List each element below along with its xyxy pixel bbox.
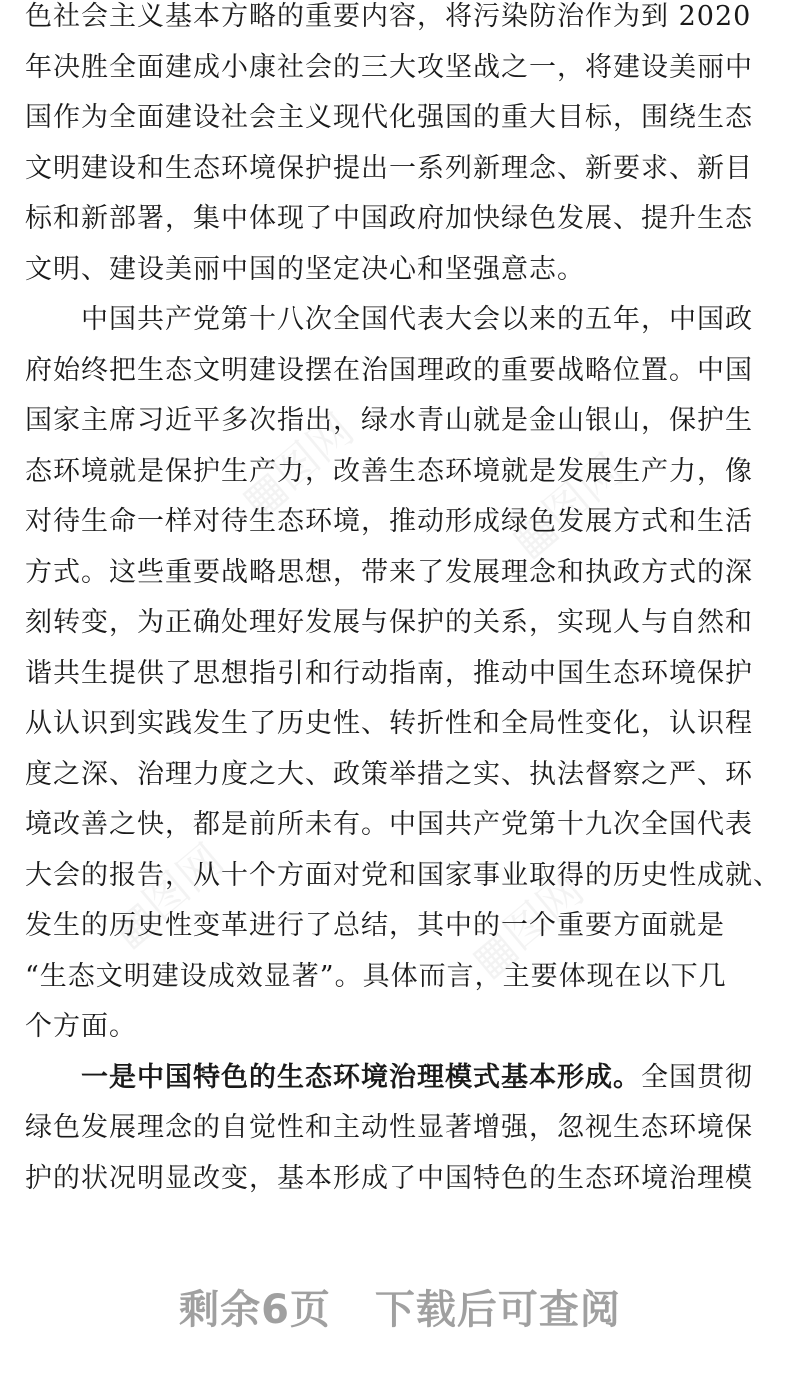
download-prompt[interactable] xyxy=(0,1278,800,1335)
text-line: 度之深、治理力度之大、政策举措之实、执法督察之严、环 xyxy=(25,758,753,790)
text-line: 态环境就是保护生产力，改善生态环境就是发展生产力，像 xyxy=(25,455,753,487)
text-line: 对待生命一样对待生态环境，推动形成绿色发展方式和生活 xyxy=(25,506,753,537)
text-line: 谐共生提供了思想指引和行动指南，推动中国生态环境保护 xyxy=(25,657,753,689)
text-line: 个方面。 xyxy=(25,1011,137,1042)
text-line: 年决胜全面建成小康社会的三大攻坚战之一，将建设美丽中 xyxy=(25,51,753,83)
text-line: 中国共产党第十八次全国代表大会以来的五年，中国政 xyxy=(81,304,753,335)
text-line: 方式。这些重要战略思想，带来了发展理念和执政方式的深 xyxy=(25,556,753,588)
text-line xyxy=(25,1053,785,1104)
text-run: 全国贯彻 xyxy=(641,1061,753,1093)
paragraph-1 xyxy=(25,0,785,295)
text-line: 绿色发展理念的自觉性和主动性显著增强，忽视生态环境保 xyxy=(25,1112,753,1143)
text-line: 大会的报告，从十个方面对党和国家事业取得的历史性成就、 xyxy=(25,859,781,891)
text-line: 府始终把生态文明建设摆在治国理政的重要战略位置。中国 xyxy=(25,354,753,386)
bold-heading: 一是中国特色的生态环境治理模式基本形成。 xyxy=(81,1061,641,1093)
text-line: 色社会主义基本方略的重要内容，将污染防治作为到 2020 xyxy=(25,1,752,32)
paragraph-3 xyxy=(25,1053,785,1205)
document-body xyxy=(25,0,785,1204)
text-line: 从认识到实践发生了历史性、转折性和全局性变化，认识程 xyxy=(25,708,753,739)
text-line: 护的状况明显改变，基本形成了中国特色的生态环境治理模 xyxy=(25,1162,753,1194)
text-line: 文明、建设美丽中国的坚定决心和坚强意志。 xyxy=(25,253,585,285)
text-line: 文明建设和生态环境保护提出一系列新理念、新要求、新目 xyxy=(25,152,753,184)
text-line: 标和新部署，集中体现了中国政府加快绿色发展、提升生态 xyxy=(25,203,753,234)
remaining-pages-label: 剩余6页 xyxy=(179,1287,331,1333)
text-line: 国家主席习近平多次指出，绿水青山就是金山银山，保护生 xyxy=(25,405,753,436)
paragraph-2 xyxy=(25,295,785,1053)
text-line: “生态文明建设成效显著”。具体而言，主要体现在以下几 xyxy=(25,960,727,992)
text-line: 发生的历史性变革进行了总结，其中的一个重要方面就是 xyxy=(25,910,725,941)
text-line: 国作为全面建设社会主义现代化强国的重大目标，围绕生态 xyxy=(25,102,753,133)
text-line: 境改善之快，都是前所未有。中国共产党第十九次全国代表 xyxy=(25,809,753,840)
download-to-view-label: 下载后可查阅 xyxy=(374,1287,621,1333)
text-line: 刻转变，为正确处理好发展与保护的关系，实现人与自然和 xyxy=(25,607,753,638)
